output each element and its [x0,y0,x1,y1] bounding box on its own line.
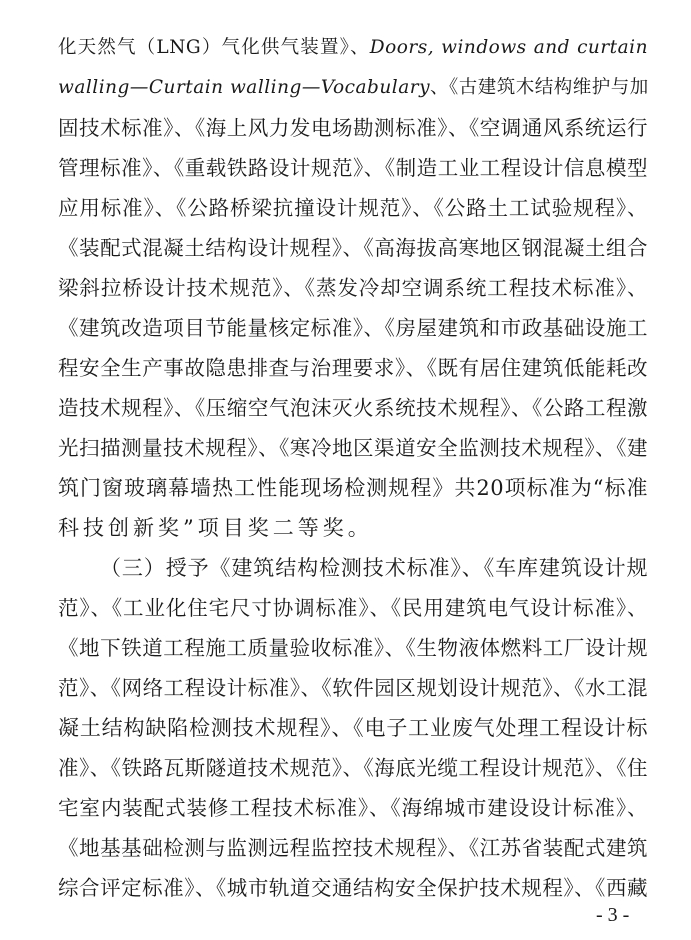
text-line: 范》、《工业化住宅尺寸协调标准》、《民用建筑电气设计标准》、 [58,596,648,620]
text-line: 管理标准》、《重载铁路设计规范》、《制造工业工程设计信息模型 [58,156,648,180]
text-line: 梁斜拉桥设计技术规范》、《蒸发冷却空调系统工程技术标准》、 [58,276,648,300]
text-line: 固技术标准》、《海上风力发电场勘测标准》、《空调通风系统运行 [58,116,648,140]
text-line: 《地下铁道工程施工质量验收标准》、《生物液体燃料工厂设计规 [58,636,648,660]
text-line: 筑门窗玻璃幕墙热工性能现场检测规程》共20项标准为“标准 [58,476,648,500]
text-line: 造技术规程》、《压缩空气泡沫灭火系统技术规程》、《公路工程激 [58,396,648,420]
text-line [58,29,648,67]
text-line: 程安全生产事故隐患排查与治理要求》、《既有居住建筑低能耗改 [58,356,648,380]
text-line: 应用标准》、《公路桥梁抗撞设计规范》、《公路土工试验规程》、 [58,196,648,220]
text-line: 《地基基础检测与监测远程监控技术规程》、《江苏省装配式建筑 [58,836,648,860]
text-line: 科技创新奖”项目奖二等奖。 [58,516,373,540]
text-line: 《装配式混凝土结构设计规程》、《高海拔高寒地区钢混凝土组合 [58,236,648,260]
text-line: 综合评定标准》、《城市轨道交通结构安全保护技术规程》、《西藏 [58,876,648,900]
text-line: （三）授予《建筑结构检测技术标准》、《车库建筑设计规 [100,556,648,580]
text-line: 《建筑改造项目节能量核定标准》、《房屋建筑和市政基础设施工 [58,316,648,340]
text-span: 、《古建筑木结构维护与加 [430,77,649,98]
text-line: 准》、《铁路瓦斯隧道技术规范》、《海底光缆工程设计规范》、《住 [58,756,648,780]
text-line: 光扫描测量技术规程》、《寒冷地区渠道安全监测技术规程》、《建 [58,436,648,460]
page-number: - 3 - [596,904,630,926]
text-line [58,69,648,107]
text-span: 化天然气（LNG）气化供气装置》、 [58,37,370,58]
english-title-span: walling—Curtain walling—Vocabulary [58,77,431,98]
english-title-span: Doors, windows and curtain [369,37,648,58]
text-line: 范》、《网络工程设计标准》、《软件园区规划设计规范》、《水工混 [58,676,648,700]
text-line: 宅室内装配式装修工程技术标准》、《海绵城市建设设计标准》、 [58,796,648,820]
text-line: 凝土结构缺陷检测技术规程》、《电子工业废气处理工程设计标 [58,716,648,740]
